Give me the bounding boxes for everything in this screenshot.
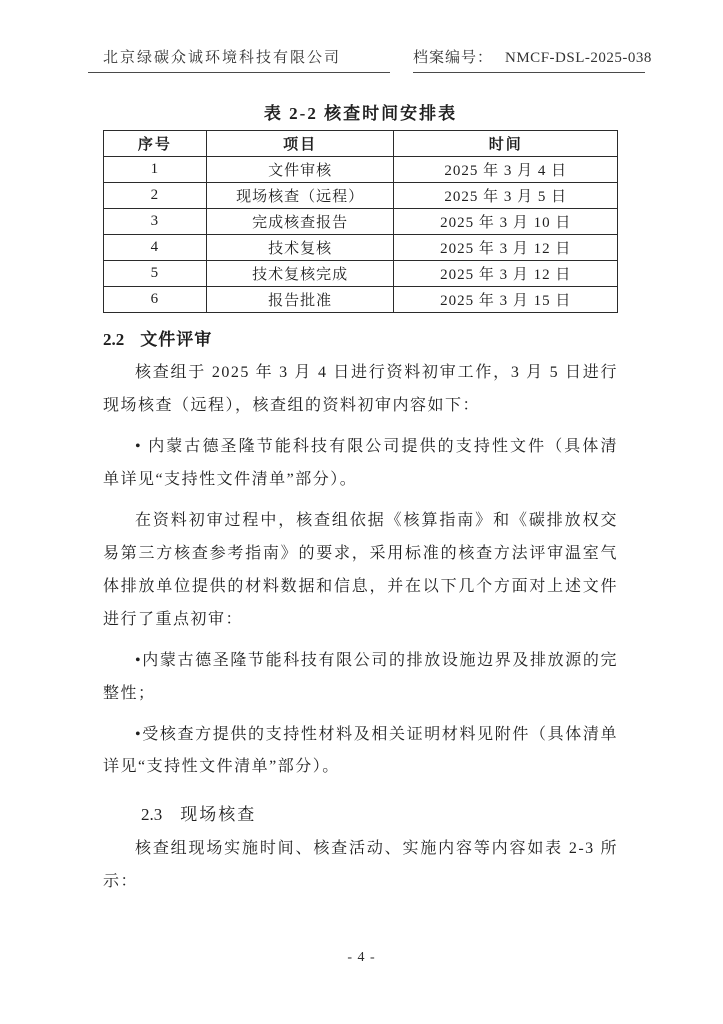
cell-item: 技术复核 — [206, 235, 394, 261]
table-row — [104, 157, 618, 183]
bullet-supporting-materials: •受核查方提供的支持性材料及相关证明材料见附件（具体清单详见“支持性文件清单”部分）。 — [103, 725, 618, 776]
cell-item: 现场核查（远程） — [206, 183, 394, 209]
cell-time: 2025 年 3 月 10 日 — [394, 209, 618, 235]
section-number: 2.3 — [141, 805, 163, 825]
archive-number-field — [413, 46, 652, 73]
table-row — [104, 183, 618, 209]
archive-number: NMCF-DSL-2025-038 — [505, 50, 652, 66]
company-name: 北京绿碳众诚环境科技有限公司 — [88, 46, 390, 73]
column-header-item: 项目 — [206, 131, 394, 157]
table-caption: 表 2-2 核查时间安排表 — [263, 104, 458, 123]
section-heading-2-3 — [141, 800, 618, 825]
bullet-supporting-documents: • 内蒙古德圣隆节能科技有限公司提供的支持性文件（具体清单详见“支持性文件清单”部分）。 — [103, 437, 618, 488]
cell-no: 1 — [104, 157, 207, 183]
column-header-no: 序号 — [104, 131, 207, 157]
archive-label: 档案编号： — [413, 50, 494, 66]
table-row — [104, 261, 618, 287]
paragraph-onsite-verification: 核查组现场实施时间、核查活动、实施内容等内容如表 2-3 所示： — [103, 840, 618, 891]
cell-no: 2 — [104, 183, 207, 209]
section-title: 文件评审 — [140, 330, 213, 349]
table-header-row — [104, 131, 618, 157]
paragraph-review-process: 在资料初审过程中，核查组依据《核算指南》和《碳排放权交易第三方核查参考指南》的要求，采用标准的核查方法评审温室气体排放单位提供的材料数据和信息，并在以下几个方面对上述文件进行了重点初审： — [103, 511, 618, 628]
cell-no: 4 — [104, 235, 207, 261]
cell-time: 2025 年 3 月 4 日 — [394, 157, 618, 183]
section-number: 2.2 — [103, 330, 125, 349]
cell-item: 报告批准 — [206, 287, 394, 313]
page-number: - 4 - — [347, 950, 376, 965]
cell-time: 2025 年 3 月 12 日 — [394, 261, 618, 287]
cell-no: 3 — [104, 209, 207, 235]
section-title: 现场核查 — [180, 805, 257, 825]
page-header — [0, 0, 723, 73]
cell-no: 5 — [104, 261, 207, 287]
table-row — [104, 287, 618, 313]
paragraph-initial-review-intro: 核查组于 2025 年 3 月 4 日进行资料初审工作，3 月 5 日进行现场核查（远程），核查组的资料初审内容如下： — [103, 364, 618, 414]
cell-time: 2025 年 3 月 12 日 — [394, 235, 618, 261]
cell-time: 2025 年 3 月 5 日 — [394, 183, 618, 209]
bullet-emission-boundary: •内蒙古德圣隆节能科技有限公司的排放设施边界及排放源的完整性； — [103, 651, 618, 702]
table-row — [104, 235, 618, 261]
cell-item: 文件审核 — [206, 157, 394, 183]
document-body — [0, 99, 723, 899]
cell-item: 完成核查报告 — [206, 209, 394, 235]
section-heading-2-2 — [103, 325, 618, 350]
column-header-time: 时间 — [394, 131, 618, 157]
verification-schedule-table — [103, 130, 618, 313]
cell-time: 2025 年 3 月 15 日 — [394, 287, 618, 313]
table-row — [104, 209, 618, 235]
cell-no: 6 — [104, 287, 207, 313]
cell-item: 技术复核完成 — [206, 261, 394, 287]
